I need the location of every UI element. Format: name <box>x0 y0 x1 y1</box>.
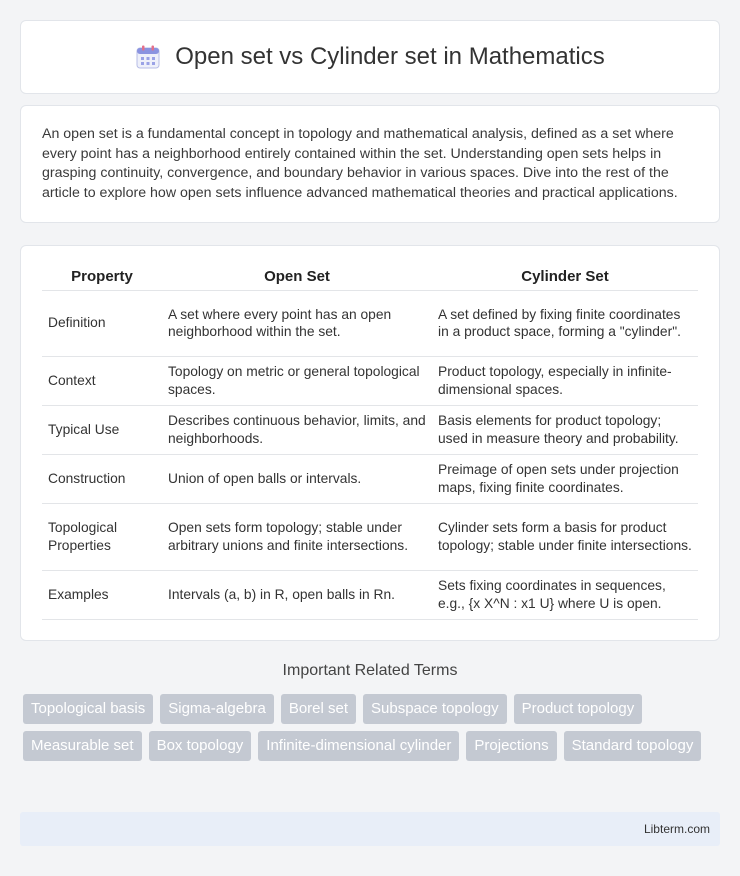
tag-standard-topology[interactable]: Standard topology <box>564 731 702 761</box>
row-property: Examples <box>42 570 162 619</box>
row-open-set: Intervals (a, b) in R, open balls in Rn. <box>162 570 432 619</box>
row-cylinder-set: Cylinder sets form a basis for product topology; stable under finite intersections. <box>432 503 698 570</box>
row-cylinder-set: Basis elements for product topology; used in measure theory and probability. <box>432 405 698 454</box>
row-property: Definition <box>42 290 162 356</box>
row-property: Typical Use <box>42 405 162 454</box>
related-terms-list <box>23 694 713 768</box>
row-property: Construction <box>42 454 162 503</box>
table-row <box>42 405 698 454</box>
tag-sigma-algebra[interactable]: Sigma-algebra <box>160 694 274 724</box>
footer <box>20 812 720 846</box>
row-cylinder-set: Product topology, especially in infinite-dimensional spaces. <box>432 356 698 405</box>
tag-subspace-topology[interactable]: Subspace topology <box>363 694 507 724</box>
tag-topological-basis[interactable]: Topological basis <box>23 694 153 724</box>
tag-infinite-dimensional-cylinder[interactable]: Infinite-dimensional cylinder <box>258 731 459 761</box>
calendar-icon <box>135 44 161 70</box>
row-cylinder-set: A set defined by fixing finite coordinates in a product space, forming a "cylinder". <box>432 290 698 356</box>
comparison-table-card <box>20 245 720 641</box>
tag-projections[interactable]: Projections <box>466 731 556 761</box>
page-title: Open set vs Cylinder set in Mathematics <box>175 43 605 70</box>
row-cylinder-set: Preimage of open sets under projection maps, fixing finite coordinates. <box>432 454 698 503</box>
table-row <box>42 503 698 570</box>
header-card <box>20 20 720 94</box>
table-header-row <box>42 264 698 290</box>
related-terms-heading: Important Related Terms <box>282 662 458 679</box>
header-property: Property <box>42 264 162 290</box>
row-open-set: Describes continuous behavior, limits, and neighborhoods. <box>162 405 432 454</box>
table-row <box>42 570 698 619</box>
row-open-set: Union of open balls or intervals. <box>162 454 432 503</box>
row-open-set: Open sets form topology; stable under arbitrary unions and finite intersections. <box>162 503 432 570</box>
tag-box-topology[interactable]: Box topology <box>149 731 252 761</box>
tag-measurable-set[interactable]: Measurable set <box>23 731 142 761</box>
row-cylinder-set: Sets fixing coordinates in sequences, e.g., {x X^N : x1 U} where U is open. <box>432 570 698 619</box>
table-row <box>42 290 698 356</box>
header-open-set: Open Set <box>162 264 432 290</box>
header-cylinder-set: Cylinder Set <box>432 264 698 290</box>
row-property: Topological Properties <box>42 503 162 570</box>
table-row <box>42 356 698 405</box>
row-open-set: Topology on metric or general topological spaces. <box>162 356 432 405</box>
intro-text: An open set is a fundamental concept in topology and mathematical analysis, defined as a set where every point has a neighborhood entirely contained within the set. Understanding open sets helps in grasping continuity, convergence, and boundary behavior in various spaces. Dive into the rest of the article to explore how open sets influence advanced mathematical theories and practical applications. <box>42 126 678 201</box>
row-property: Context <box>42 356 162 405</box>
footer-site-link[interactable]: Libterm.com <box>643 822 710 836</box>
tag-borel-set[interactable]: Borel set <box>281 694 356 724</box>
comparison-table <box>42 264 698 620</box>
intro-card <box>20 105 720 223</box>
table-row <box>42 454 698 503</box>
row-open-set: A set where every point has an open neighborhood within the set. <box>162 290 432 356</box>
tag-product-topology[interactable]: Product topology <box>514 694 643 724</box>
